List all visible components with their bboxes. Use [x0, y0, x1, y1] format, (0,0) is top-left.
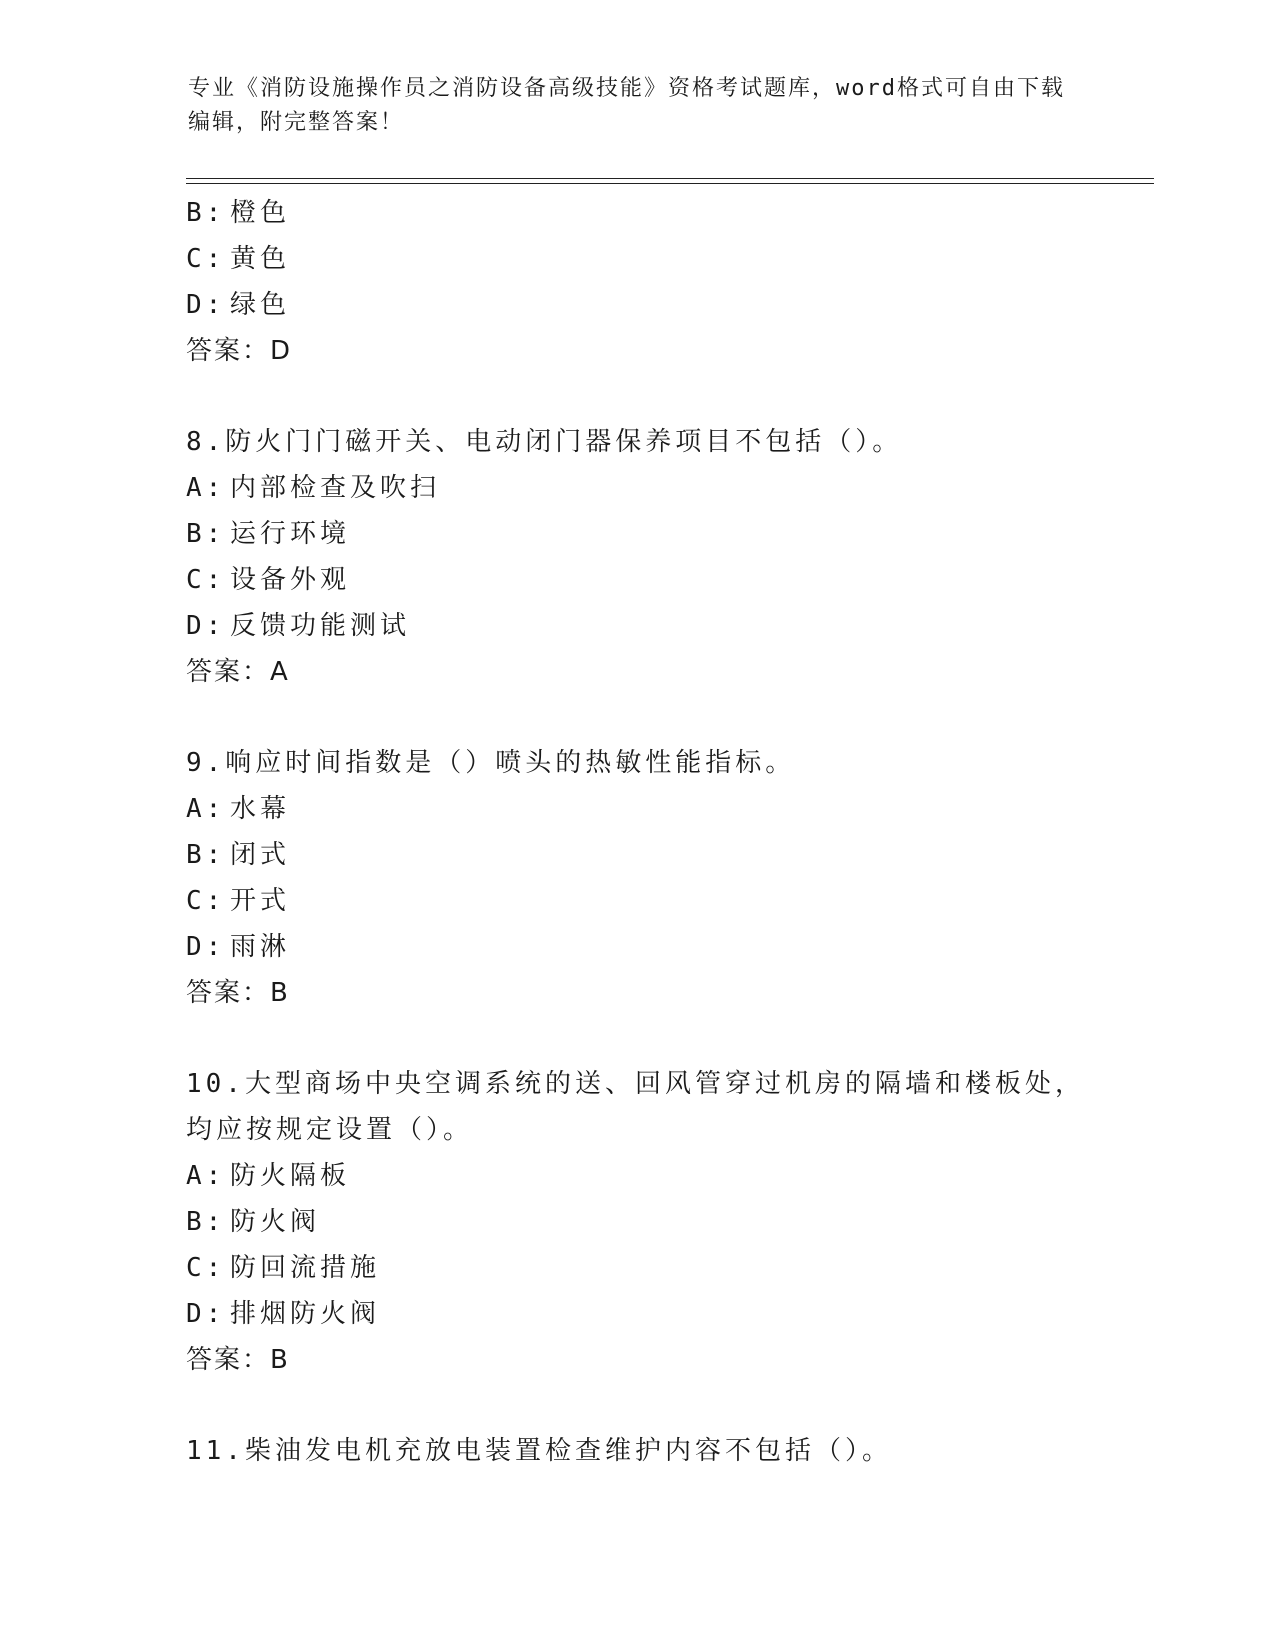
option-text: 内部检查及吹扫 — [230, 473, 441, 503]
option-letter: B: — [186, 519, 226, 549]
option-letter: C: — [186, 244, 226, 274]
option-text: 反馈功能测试 — [230, 611, 411, 641]
option-letter: C: — [186, 1253, 226, 1283]
option-text: 绿色 — [230, 290, 291, 320]
option-text: 设备外观 — [230, 565, 351, 595]
answer-line: 答案：B — [186, 978, 290, 1008]
option-letter: D: — [186, 1299, 226, 1329]
question-block-10 — [186, 1061, 1086, 1383]
question-block-prev — [186, 190, 1086, 374]
option-d — [186, 1291, 1086, 1337]
option-letter: C: — [186, 565, 226, 595]
option-letter: C: — [186, 886, 226, 916]
option-letter: B: — [186, 1207, 226, 1237]
option-text: 防火隔板 — [230, 1161, 351, 1191]
question-block-9 — [186, 740, 1086, 1016]
option-text: 排烟防火阀 — [230, 1299, 381, 1329]
question-text: 10.大型商场中央空调系统的送、回风管穿过机房的隔墙和楼板处，均应按规定设置（）。 — [186, 1069, 1085, 1145]
option-letter: A: — [186, 794, 226, 824]
option-letter: B: — [186, 840, 226, 870]
option-letter: D: — [186, 611, 226, 641]
option-text: 雨淋 — [230, 932, 291, 962]
option-a — [186, 465, 1086, 511]
option-a — [186, 1153, 1086, 1199]
question-block-8 — [186, 419, 1086, 695]
option-b — [186, 511, 1086, 557]
option-text: 运行环境 — [230, 519, 351, 549]
question-text: 9.响应时间指数是（）喷头的热敏性能指标。 — [186, 748, 796, 778]
spacer — [186, 695, 1086, 740]
spacer — [186, 1383, 1086, 1428]
option-text: 黄色 — [230, 244, 291, 274]
answer-line: 答案：A — [186, 657, 290, 687]
option-text: 闭式 — [230, 840, 291, 870]
question-block-11 — [186, 1428, 1086, 1474]
header-divider-bottom — [186, 183, 1154, 184]
option-text: 防火阀 — [230, 1207, 321, 1237]
option-text: 防回流措施 — [230, 1253, 381, 1283]
question-text: 11.柴油发电机充放电装置检查维护内容不包括（）。 — [186, 1436, 892, 1466]
option-letter: D: — [186, 290, 226, 320]
option-d — [186, 603, 1086, 649]
option-text: 开式 — [230, 886, 291, 916]
answer-line: 答案：D — [186, 336, 293, 366]
option-letter: B: — [186, 198, 226, 228]
option-a — [186, 786, 1086, 832]
option-letter: A: — [186, 473, 226, 503]
option-b — [186, 832, 1086, 878]
option-b — [186, 1199, 1086, 1245]
answer-line: 答案：B — [186, 1345, 290, 1375]
option-c — [186, 1245, 1086, 1291]
spacer — [186, 1016, 1086, 1061]
question-text: 8.防火门门磁开关、电动闭门器保养项目不包括（）。 — [186, 427, 903, 457]
option-c — [186, 557, 1086, 603]
option-b — [186, 190, 1086, 236]
option-text: 橙色 — [230, 198, 291, 228]
option-text: 水幕 — [230, 794, 291, 824]
option-d — [186, 282, 1086, 328]
option-letter: D: — [186, 932, 226, 962]
option-letter: A: — [186, 1161, 226, 1191]
option-c — [186, 878, 1086, 924]
document-header: 专业《消防设施操作员之消防设备高级技能》资格考试题库，word格式可自由下载编辑，附完整答案！ — [188, 76, 1065, 135]
spacer — [186, 374, 1086, 419]
question-list — [186, 190, 1086, 1474]
option-d — [186, 924, 1086, 970]
header-divider-top — [186, 178, 1154, 179]
option-c — [186, 236, 1086, 282]
